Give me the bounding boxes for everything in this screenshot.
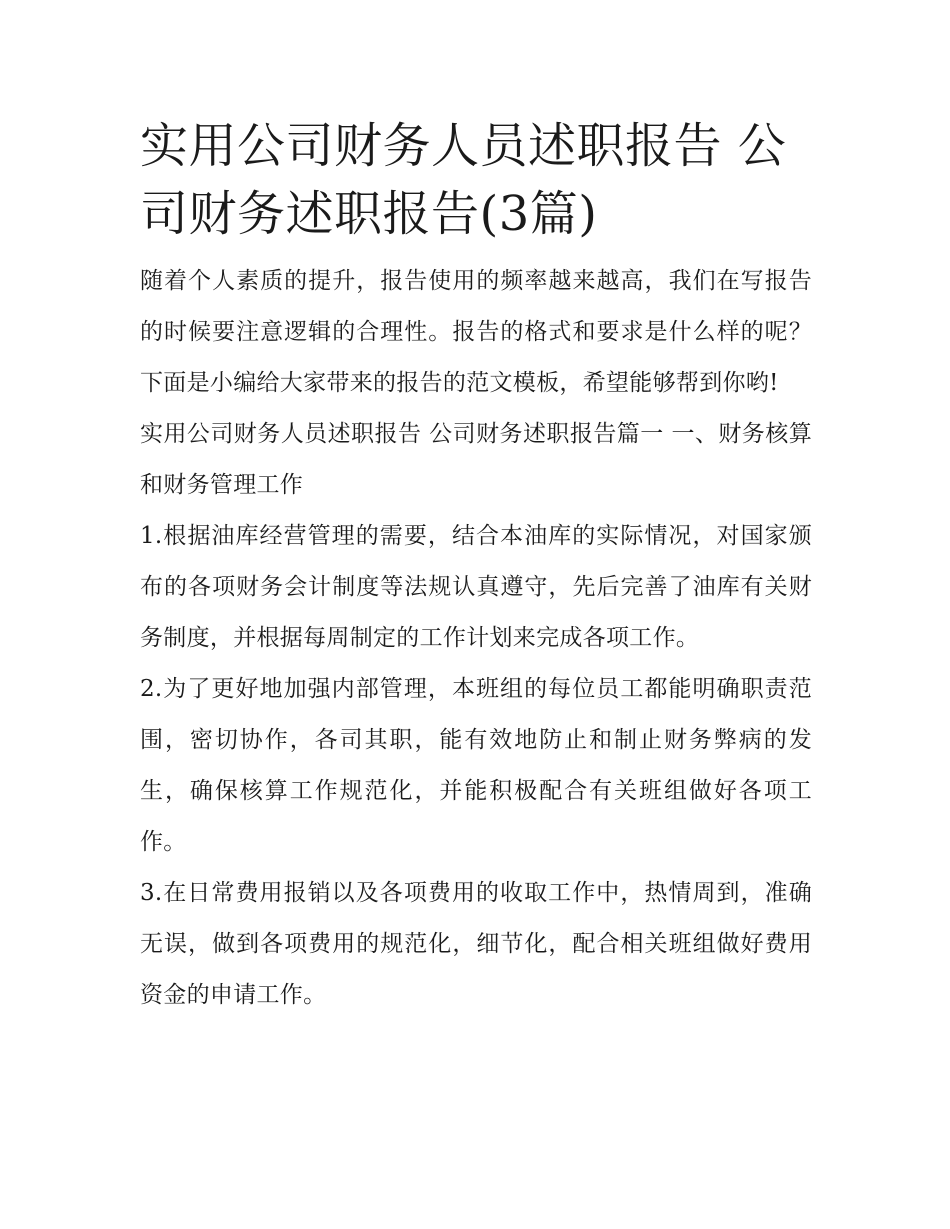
- document-title: 实用公司财务人员述职报告 公司财务述职报告(3篇): [140, 118, 787, 242]
- list-item-3: 3.在日常费用报销以及各项费用的收取工作中，热情周到，准确无误，做到各项费用的规范化，细节化，配合相关班组做好费用资金的申请工作。: [140, 880, 812, 1008]
- list-item-1: 1.根据油库经营管理的需要，结合本油库的实际情况，对国家颁布的各项财务会计制度等法规认真遵守，先后完善了油库有关财务制度，并根据每周制定的工作计划来完成各项工作。: [140, 523, 812, 651]
- section-heading: 实用公司财务人员述职报告 公司财务述职报告篇一 一、财务核算和财务管理工作: [140, 421, 812, 498]
- intro-paragraph: 随着个人素质的提升，报告使用的频率越来越高，我们在写报告的时候要注意逻辑的合理性。报告的格式和要求是什么样的呢？下面是小编给大家带来的报告的范文模板，希望能够帮到你哟!: [140, 268, 812, 396]
- document-page: [140, 112, 812, 1021]
- list-item-2: 2.为了更好地加强内部管理，本班组的每位员工都能明确职责范围，密切协作，各司其职，能有效地防止和制止财务弊病的发生，确保核算工作规范化，并能积极配合有关班组做好各项工作。: [140, 676, 812, 855]
